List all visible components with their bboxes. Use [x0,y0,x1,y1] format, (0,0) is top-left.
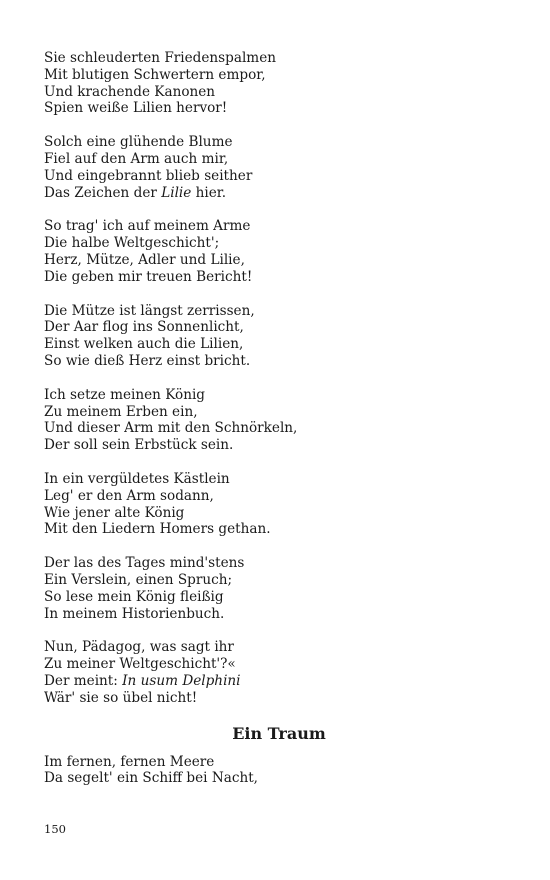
verse-line: Solch eine glühende Blume [44,134,233,151]
verse-line: Die geben mir treuen Bericht! [44,268,253,285]
verse-line: Und dieser Arm mit den Schnörkeln, [44,420,298,437]
page-body [44,50,514,804]
poem-title: Ein Traum [232,723,326,743]
verse-line: Wie jener alte König [44,504,185,521]
emphasized-phrase: In usum Delphini [122,672,241,689]
verse-line: Zu meinem Erben ein, [44,403,198,420]
new-poem-stanza [44,754,514,788]
verse-line: Mit blutigen Schwertern empor, [44,66,266,83]
verse-line: Herz, Mütze, Adler und Lilie, [44,251,245,268]
verse-line: So wie dieß Herz einst bricht. [44,352,251,369]
verse-line: Mit den Liedern Homers gethan. [44,521,271,538]
verse-line: Und krachende Kanonen [44,83,216,100]
stanza-3 [44,218,514,285]
verse-line: In meinem Historienbuch. [44,605,225,622]
verse-line: Fiel auf den Arm auch mir, [44,150,229,167]
verse-line-with-emphasis [44,673,514,690]
verse-line: Die Mütze ist längst zerrissen, [44,302,255,319]
stanza-8 [44,639,514,706]
page-number: 150 [44,822,66,836]
verse-text: hier. [191,184,227,201]
verse-line: Der las des Tages mind'stens [44,555,245,572]
verse-line: Sie schleuderten Friedenspalmen [44,50,276,66]
stanza-1 [44,50,514,117]
verse-line: Da segelt' ein Schiff bei Nacht, [44,770,259,787]
verse-line: So trag' ich auf meinem Arme [44,218,251,235]
verse-line: Und eingebrannt blieb seither [44,167,253,184]
verse-text: Der meint: [44,672,123,689]
verse-line: Der soll sein Erbstück sein. [44,437,234,454]
verse-line: Ich setze meinen König [44,386,206,403]
stanza-2 [44,134,514,201]
verse-line: So lese mein König fleißig [44,588,224,605]
verse-line-with-emphasis [44,185,514,202]
verse-line: Zu meiner Weltgeschicht'?« [44,656,236,673]
stanza-4 [44,303,514,370]
emphasized-word: Lilie [161,184,192,201]
verse-line: Der Aar flog ins Sonnenlicht, [44,319,244,336]
verse-line: Im fernen, fernen Meere [44,753,215,770]
verse-line: In ein vergüldetes Kästlein [44,470,230,487]
stanza-6 [44,471,514,538]
stanza-5 [44,387,514,454]
verse-line: Wär' sie so übel nicht! [44,689,198,706]
verse-line: Leg' er den Arm sodann, [44,487,214,504]
verse-line: Spien weiße Lilien hervor! [44,100,228,117]
verse-line: Einst welken auch die Lilien, [44,336,244,353]
verse-line: Die halbe Weltgeschicht'; [44,235,220,252]
verse-line: Ein Verslein, einen Spruch; [44,571,233,588]
stanza-7 [44,555,514,622]
verse-text: Das Zeichen der [44,184,162,201]
verse-line: Nun, Pädagog, was sagt ihr [44,639,234,656]
